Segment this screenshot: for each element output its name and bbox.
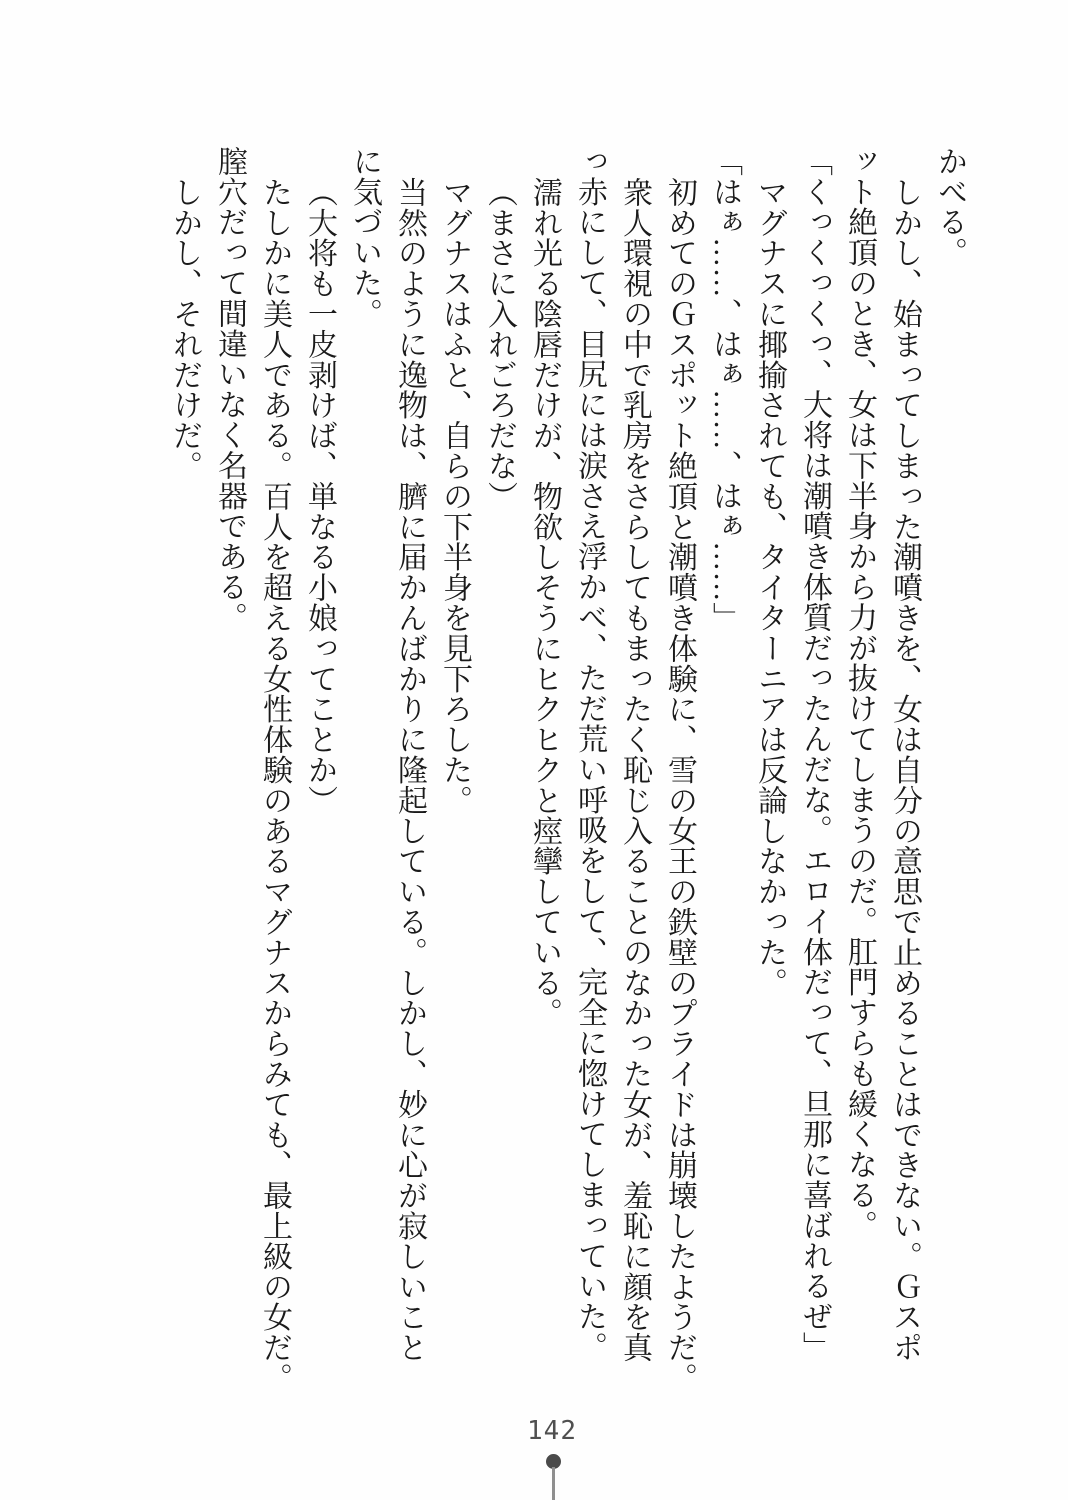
text-column: っ赤にして、目尻には涙さえ浮かべ、ただ荒い呼吸をして、完全に惚けてしまっていた。 bbox=[573, 146, 606, 1362]
text-block bbox=[162, 146, 972, 1393]
footer-line bbox=[552, 1467, 555, 1500]
text-column: （大将も一皮剥けば、単なる小娘ってことか） bbox=[303, 176, 336, 815]
text-column: ット絶頂のとき、女は下半身から力が抜けてしまうのだ。肛門すらも緩くなる。 bbox=[843, 146, 876, 1241]
text-column: たしかに美人である。百人を超える女性体験のあるマグナスからみても、最上級の女だ。 bbox=[258, 176, 291, 1393]
text-column: 濡れ光る陰唇だけが、物欲しそうにヒクヒクと痙攣している。 bbox=[528, 176, 561, 1028]
text-column: 「くっくっくっ、大将は潮噴き体質だったんだな。エロイ体だって、旦那に喜ばれるぜ」 bbox=[798, 146, 831, 1362]
text-column: かべる。 bbox=[933, 146, 966, 268]
text-column: しかし、それだけだ。 bbox=[168, 176, 201, 481]
text-column: マグナスはふと、自らの下半身を見下ろした。 bbox=[438, 176, 471, 815]
text-column: 膣穴だって間違いなく名器である。 bbox=[213, 146, 246, 633]
text-column: 衆人環視の中で乳房をさらしてもまったく恥じ入ることのなかった女が、羞恥に顔を真 bbox=[618, 176, 651, 1363]
text-column: マグナスに揶揄されても、タイターニアは反論しなかった。 bbox=[753, 176, 786, 998]
page-number: 142 bbox=[527, 1416, 577, 1446]
text-column: 「はぁ……、はぁ……、はぁ……」 bbox=[708, 146, 741, 633]
text-column: に気づいた。 bbox=[348, 146, 381, 329]
text-column: 初めてのＧスポット絶頂と潮噴き体験に、雪の女王の鉄壁のプライドは崩壊したようだ。 bbox=[663, 176, 696, 1393]
text-column: （まさに入れごろだな） bbox=[483, 176, 516, 511]
text-column: しかし、始まってしまった潮噴きを、女は自分の意思で止めることはできない。Ｇスポ bbox=[888, 176, 921, 1363]
text-column: 当然のように逸物は、臍に届かんばかりに隆起している。しかし、妙に心が寂しいこと bbox=[393, 176, 426, 1363]
